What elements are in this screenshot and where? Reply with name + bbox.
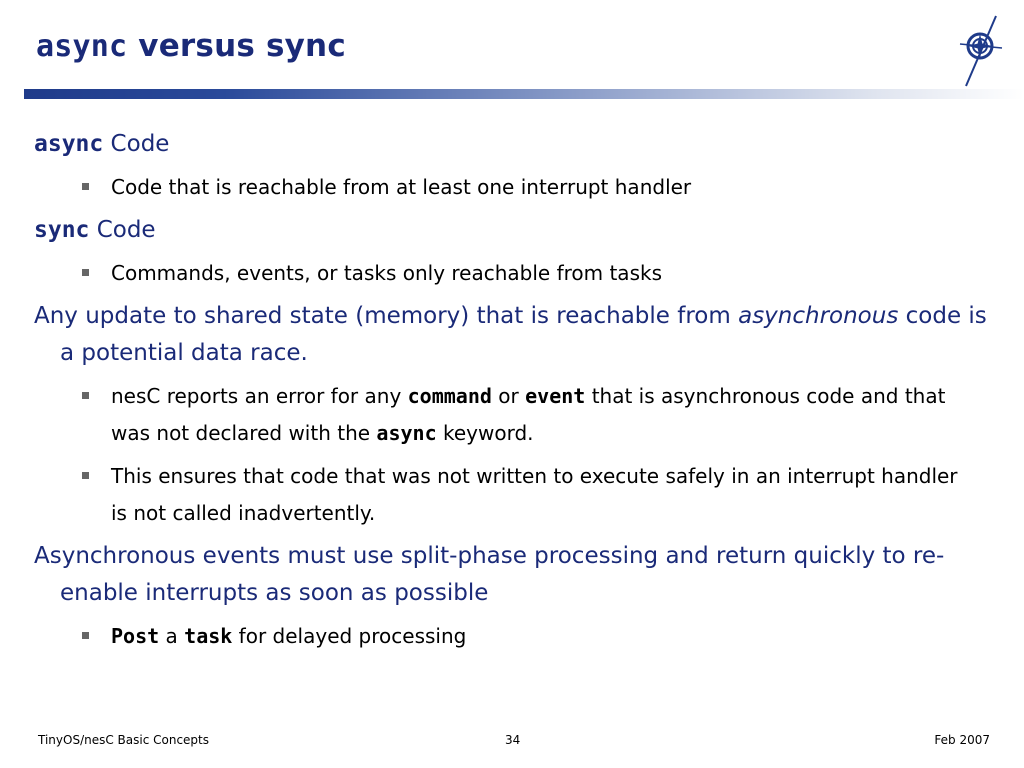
async-keyword-inline: async — [376, 421, 437, 445]
command-keyword: command — [407, 384, 492, 408]
ensures-point — [34, 458, 994, 532]
nesc-text-3: that is asynchronous code and that was not declared with the — [111, 384, 946, 445]
post-task-point — [34, 618, 994, 655]
data-race-point — [34, 298, 994, 372]
data-race-line2: code is a potential data race. — [60, 303, 987, 366]
sync-code-label: Code — [89, 217, 156, 243]
split-phase-text: Asynchronous events must use split-phase processing and return quickly to re-enable interrupts as soon as possible — [34, 543, 945, 606]
bullet-square-icon — [82, 472, 89, 479]
async-code-heading — [34, 126, 994, 163]
title-async-keyword: async — [36, 29, 128, 64]
sync-keyword: sync — [34, 217, 90, 243]
post-text-2: for delayed processing — [232, 624, 467, 648]
bullet-square-icon — [82, 392, 89, 399]
ensures-text: This ensures that code that was not written to execute safely in an interrupt handler is not called inadvertently. — [111, 464, 958, 525]
compass-rose-icon — [956, 14, 1004, 88]
post-text-1: a — [159, 624, 185, 648]
title-divider — [24, 89, 1024, 99]
nesc-text-4: keyword. — [436, 421, 534, 445]
async-description — [34, 169, 994, 206]
footer-course-title: TinyOS/nesC Basic Concepts — [38, 733, 210, 747]
async-description-text: Code that is reachable from at least one interrupt handler — [111, 175, 692, 199]
slide-title — [36, 28, 346, 64]
nesc-error-point — [34, 378, 994, 452]
asynchronous-emphasis: asynchronous — [738, 303, 899, 329]
sync-description — [34, 255, 994, 292]
async-code-label: Code — [103, 131, 170, 157]
bullet-square-icon — [82, 269, 89, 276]
nesc-text-2: or — [491, 384, 526, 408]
title-rest: versus sync — [127, 28, 346, 64]
data-race-line1: Any update to shared state (memory) that is reachable from — [34, 303, 731, 329]
event-keyword: event — [525, 384, 586, 408]
bullet-square-icon — [82, 183, 89, 190]
task-keyword: task — [184, 624, 233, 648]
slide-body — [34, 126, 994, 661]
nesc-text-1: nesC reports an error for any — [111, 384, 408, 408]
bullet-square-icon — [82, 632, 89, 639]
sync-code-heading — [34, 212, 994, 249]
async-keyword: async — [34, 131, 104, 157]
post-keyword: Post — [111, 624, 160, 648]
split-phase-point — [34, 538, 994, 612]
sync-description-text: Commands, events, or tasks only reachable from tasks — [111, 261, 662, 285]
footer-page-number: 34 — [505, 733, 521, 747]
footer-date: Feb 2007 — [934, 733, 990, 747]
